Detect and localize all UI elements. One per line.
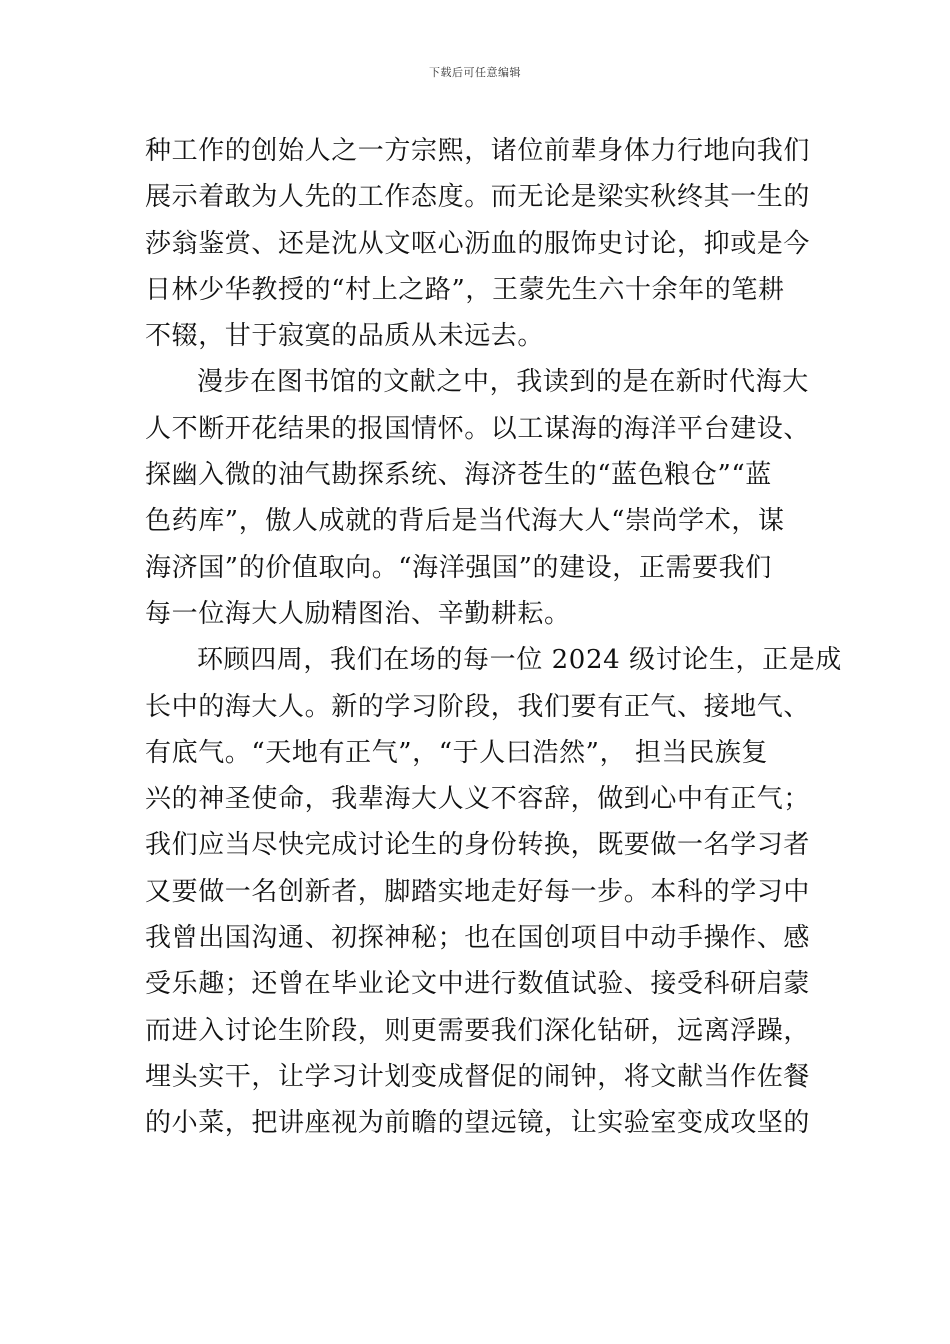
text-line: 受乐趣；还曾在毕业论文中进行数值试验、接受科研启蒙 bbox=[145, 969, 811, 1000]
text-line: 埋头实干，让学习计划变成督促的闹钟，将文献当作佐餐 bbox=[145, 1061, 811, 1092]
text-line: 莎翁鉴赏、还是沈从文呕心沥血的服饰史讨论，抑或是今 bbox=[145, 228, 811, 259]
text-line: 我曾出国沟通、初探神秘；也在国创项目中动手操作、感 bbox=[145, 923, 811, 954]
body-text bbox=[145, 128, 842, 1147]
text-line: 每一位海大人励精图治、辛勤耕耘。 bbox=[145, 598, 571, 629]
page-header: 下载后可任意编辑 bbox=[429, 66, 521, 79]
text-line: 色药库”，傲人成就的背后是当代海大人“崇尚学术，谋 bbox=[145, 506, 785, 537]
text-line: 长中的海大人。新的学习阶段，我们要有正气、接地气、 bbox=[145, 691, 811, 722]
text-line: 而进入讨论生阶段，则更需要我们深化钻研，远离浮躁， bbox=[145, 1015, 811, 1046]
paragraph-first-line: 漫步在图书馆的文献之中，我读到的是在新时代海大 bbox=[197, 367, 809, 398]
text-line: 不辍，甘于寂寞的品质从未远去。 bbox=[145, 321, 545, 352]
paragraph-first-line: 环顾四周，我们在场的每一位 2024 级讨论生，正是成 bbox=[197, 645, 842, 676]
text-line: 有底气。“天地有正气”，“于人曰浩然”， 担当民族复 bbox=[145, 737, 769, 768]
text-line: 兴的神圣使命，我辈海大人义不容辞，做到心中有正气； bbox=[145, 784, 811, 815]
text-line: 人不断开花结果的报国情怀。以工谋海的海洋平台建设、 bbox=[145, 413, 811, 444]
text-line: 海济国”的价值取向。“海洋强国”的建设，正需要我们 bbox=[145, 552, 772, 583]
text-line: 展示着敢为人先的工作态度。而无论是梁实秋终其一生的 bbox=[145, 182, 811, 213]
text-line: 又要做一名创新者，脚踏实地走好每一步。本科的学习中 bbox=[145, 876, 811, 907]
text-line: 探幽入微的油气勘探系统、海济苍生的“蓝色粮仓”“蓝 bbox=[145, 460, 772, 491]
text-line: 种工作的创始人之一方宗熙，诸位前辈身体力行地向我们 bbox=[145, 136, 811, 166]
text-line: 的小菜，把讲座视为前瞻的望远镜，让实验室变成攻坚的 bbox=[145, 1108, 811, 1139]
text-line: 日林少华教授的“村上之路”，王蒙先生六十余年的笔耕 bbox=[145, 274, 785, 305]
text-line: 我们应当尽快完成讨论生的身份转换，既要做一名学习者 bbox=[145, 830, 811, 861]
